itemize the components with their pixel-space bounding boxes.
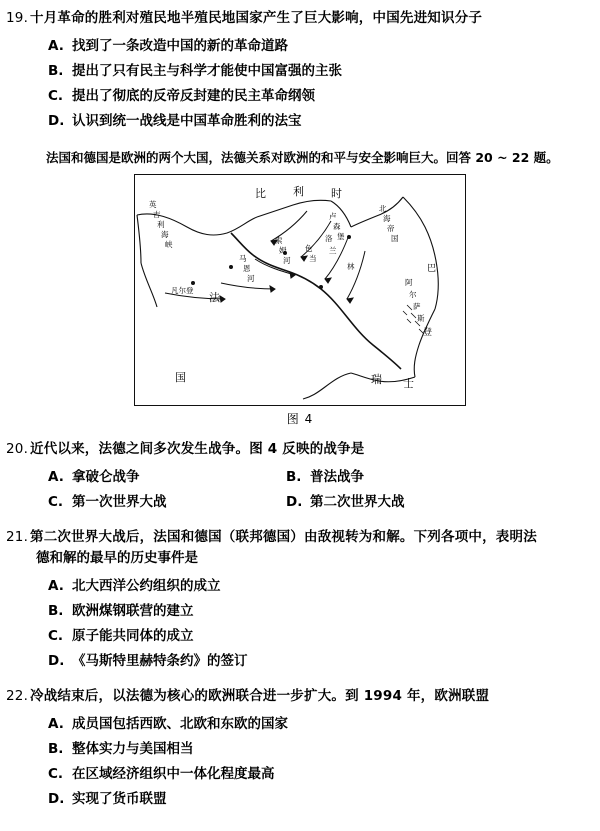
passage-intro: 法国和德国是欧洲的两个大国，法德关系对欧洲的和平与安全影响巨大。回答 20 ~ 22 题。 [46, 150, 559, 166]
question-19-option-a[interactable] [0, 34, 600, 59]
map-label-guo: 国 [175, 371, 186, 385]
svg-text:峡: 峡 [165, 240, 173, 250]
question-21-option-c[interactable] [0, 624, 600, 649]
svg-text:海: 海 [161, 230, 169, 240]
svg-text:帝: 帝 [387, 224, 395, 234]
option-text: 第一次世界大战 [72, 494, 167, 511]
option-text: 第二次世界大战 [310, 494, 405, 511]
svg-text:利: 利 [157, 220, 165, 230]
question-22-number: 22. [6, 687, 29, 704]
option-text: 提出了只有民主与科学才能使中国富强的主张 [72, 63, 342, 80]
question-20-option-c[interactable] [48, 490, 286, 515]
question-20-options-row-2 [0, 490, 600, 515]
map-label-rui: 瑞 [371, 373, 382, 387]
option-text: 原子能共同体的成立 [72, 627, 194, 644]
option-label: D. [286, 494, 303, 511]
option-label: A. [48, 577, 64, 594]
question-20-number: 20. [6, 441, 29, 458]
question-20-options-row-1 [0, 465, 600, 490]
svg-text:国: 国 [391, 234, 399, 244]
svg-text:河: 河 [247, 274, 255, 284]
option-label: A. [48, 38, 64, 55]
option-text: 欧洲煤钢联营的建立 [72, 602, 194, 619]
question-19 [0, 0, 600, 134]
map-label-beihai: 北 [379, 204, 387, 214]
svg-text:海: 海 [383, 214, 391, 224]
svg-text:吉: 吉 [153, 210, 161, 220]
svg-text:森: 森 [333, 222, 341, 232]
map-label-lusenbao: 卢 [329, 212, 337, 222]
option-text: 成员国包括西欧、北欧和东欧的国家 [72, 715, 288, 732]
figure-4-caption: 图 4 [286, 412, 314, 427]
option-text: 认识到统一战线是中国革命胜利的法宝 [72, 113, 302, 130]
question-22-option-b[interactable] [0, 737, 600, 762]
question-21-number: 21. [6, 529, 29, 546]
question-19-stem: 十月革命的胜利对殖民地半殖民地国家产生了巨大影响，中国先进知识分子 [30, 10, 483, 26]
question-21-option-a[interactable] [0, 574, 600, 599]
map-label-suomuhe: 索 [275, 236, 283, 246]
question-20 [0, 427, 600, 515]
map-label-fanerdeng: 凡尔登 [171, 286, 194, 296]
option-label: C. [48, 494, 64, 511]
option-label: C. [48, 765, 64, 782]
question-20-option-a[interactable] [48, 465, 286, 490]
question-19-option-b[interactable] [0, 59, 600, 84]
option-label: B. [48, 63, 64, 80]
question-20-option-b[interactable] [286, 465, 524, 490]
svg-text:河: 河 [283, 256, 291, 266]
map-label-lin: 林 [347, 262, 355, 272]
map-label-fa: 法 [209, 291, 220, 305]
question-22-option-c[interactable] [0, 762, 600, 787]
option-text: 整体实力与美国相当 [72, 740, 194, 757]
option-label: D. [48, 652, 65, 669]
map-label-li: 利 [293, 185, 304, 199]
question-21-stem: 第二次世界大战后，法国和德国（联邦德国）由敌视转为和解。下列各项中，表明法 [30, 529, 537, 546]
option-label: B. [48, 602, 64, 619]
question-20-option-d[interactable] [286, 490, 524, 515]
option-text: 提出了彻底的反帝反封建的民主革命纲领 [72, 88, 315, 105]
svg-text:姆: 姆 [279, 246, 287, 256]
option-label: A. [48, 715, 64, 732]
option-label: C. [48, 627, 64, 644]
svg-text:兰: 兰 [329, 246, 337, 256]
option-label: D. [48, 113, 65, 130]
question-20-stem-line [0, 439, 600, 459]
option-text: 找到了一条改造中国的新的革命道路 [72, 38, 288, 55]
map-label-sedang: 色 [305, 244, 313, 254]
map-label-yingjili: 英 [149, 200, 157, 210]
map-label-deng: 登 [423, 328, 433, 339]
map-label-shi2: 士 [403, 377, 414, 391]
option-text: 实现了货币联盟 [72, 790, 167, 807]
map-label-luoling: 洛 [325, 234, 333, 244]
option-text: 拿破仑战争 [72, 469, 140, 486]
question-21-option-d[interactable] [0, 649, 600, 674]
svg-text:尔: 尔 [409, 290, 417, 300]
option-label: C. [48, 88, 64, 105]
question-19-stem-line [0, 8, 600, 28]
option-text: 普法战争 [310, 469, 364, 486]
question-22 [0, 674, 600, 812]
svg-text:堡: 堡 [337, 232, 345, 242]
question-22-stem-line [0, 686, 600, 706]
svg-text:当: 当 [309, 254, 317, 264]
map-label-bi: 比 [255, 187, 266, 201]
svg-text:萨: 萨 [413, 302, 421, 312]
question-21-stem-cont: 德和解的最早的历史事件是 [36, 549, 198, 566]
svg-text:斯: 斯 [417, 314, 425, 324]
question-19-option-d[interactable] [0, 109, 600, 134]
option-text: 在区域经济组织中一体化程度最高 [72, 765, 275, 782]
option-label: B. [48, 740, 64, 757]
figure-4-frame [134, 174, 466, 406]
question-21 [0, 515, 600, 673]
question-22-option-a[interactable] [0, 712, 600, 737]
option-text: 《马斯特里赫特条约》的签订 [72, 652, 248, 669]
option-label: A. [48, 469, 64, 486]
option-label: B. [286, 469, 302, 486]
figure-4-map [135, 175, 465, 405]
option-label: D. [48, 790, 65, 807]
question-21-stem-line [0, 527, 600, 547]
question-19-option-c[interactable] [0, 84, 600, 109]
figure-4 [0, 174, 600, 427]
question-19-number: 19. [6, 10, 29, 26]
question-22-option-d[interactable] [0, 787, 600, 812]
map-label-aersasi: 阿 [405, 278, 413, 288]
question-22-stem: 冷战结束后，以法德为核心的欧洲联合进一步扩大。到 1994 年，欧洲联盟 [30, 687, 490, 704]
map-label-ba: 巴 [427, 264, 437, 275]
map-label-maenhe: 马 [239, 254, 247, 264]
svg-text:恩: 恩 [243, 264, 251, 274]
question-21-option-b[interactable] [0, 599, 600, 624]
map-label-shi: 时 [331, 187, 342, 201]
question-20-stem: 近代以来，法德之间多次发生战争。图 4 反映的战争是 [30, 441, 365, 458]
option-text: 北大西洋公约组织的成立 [72, 577, 221, 594]
